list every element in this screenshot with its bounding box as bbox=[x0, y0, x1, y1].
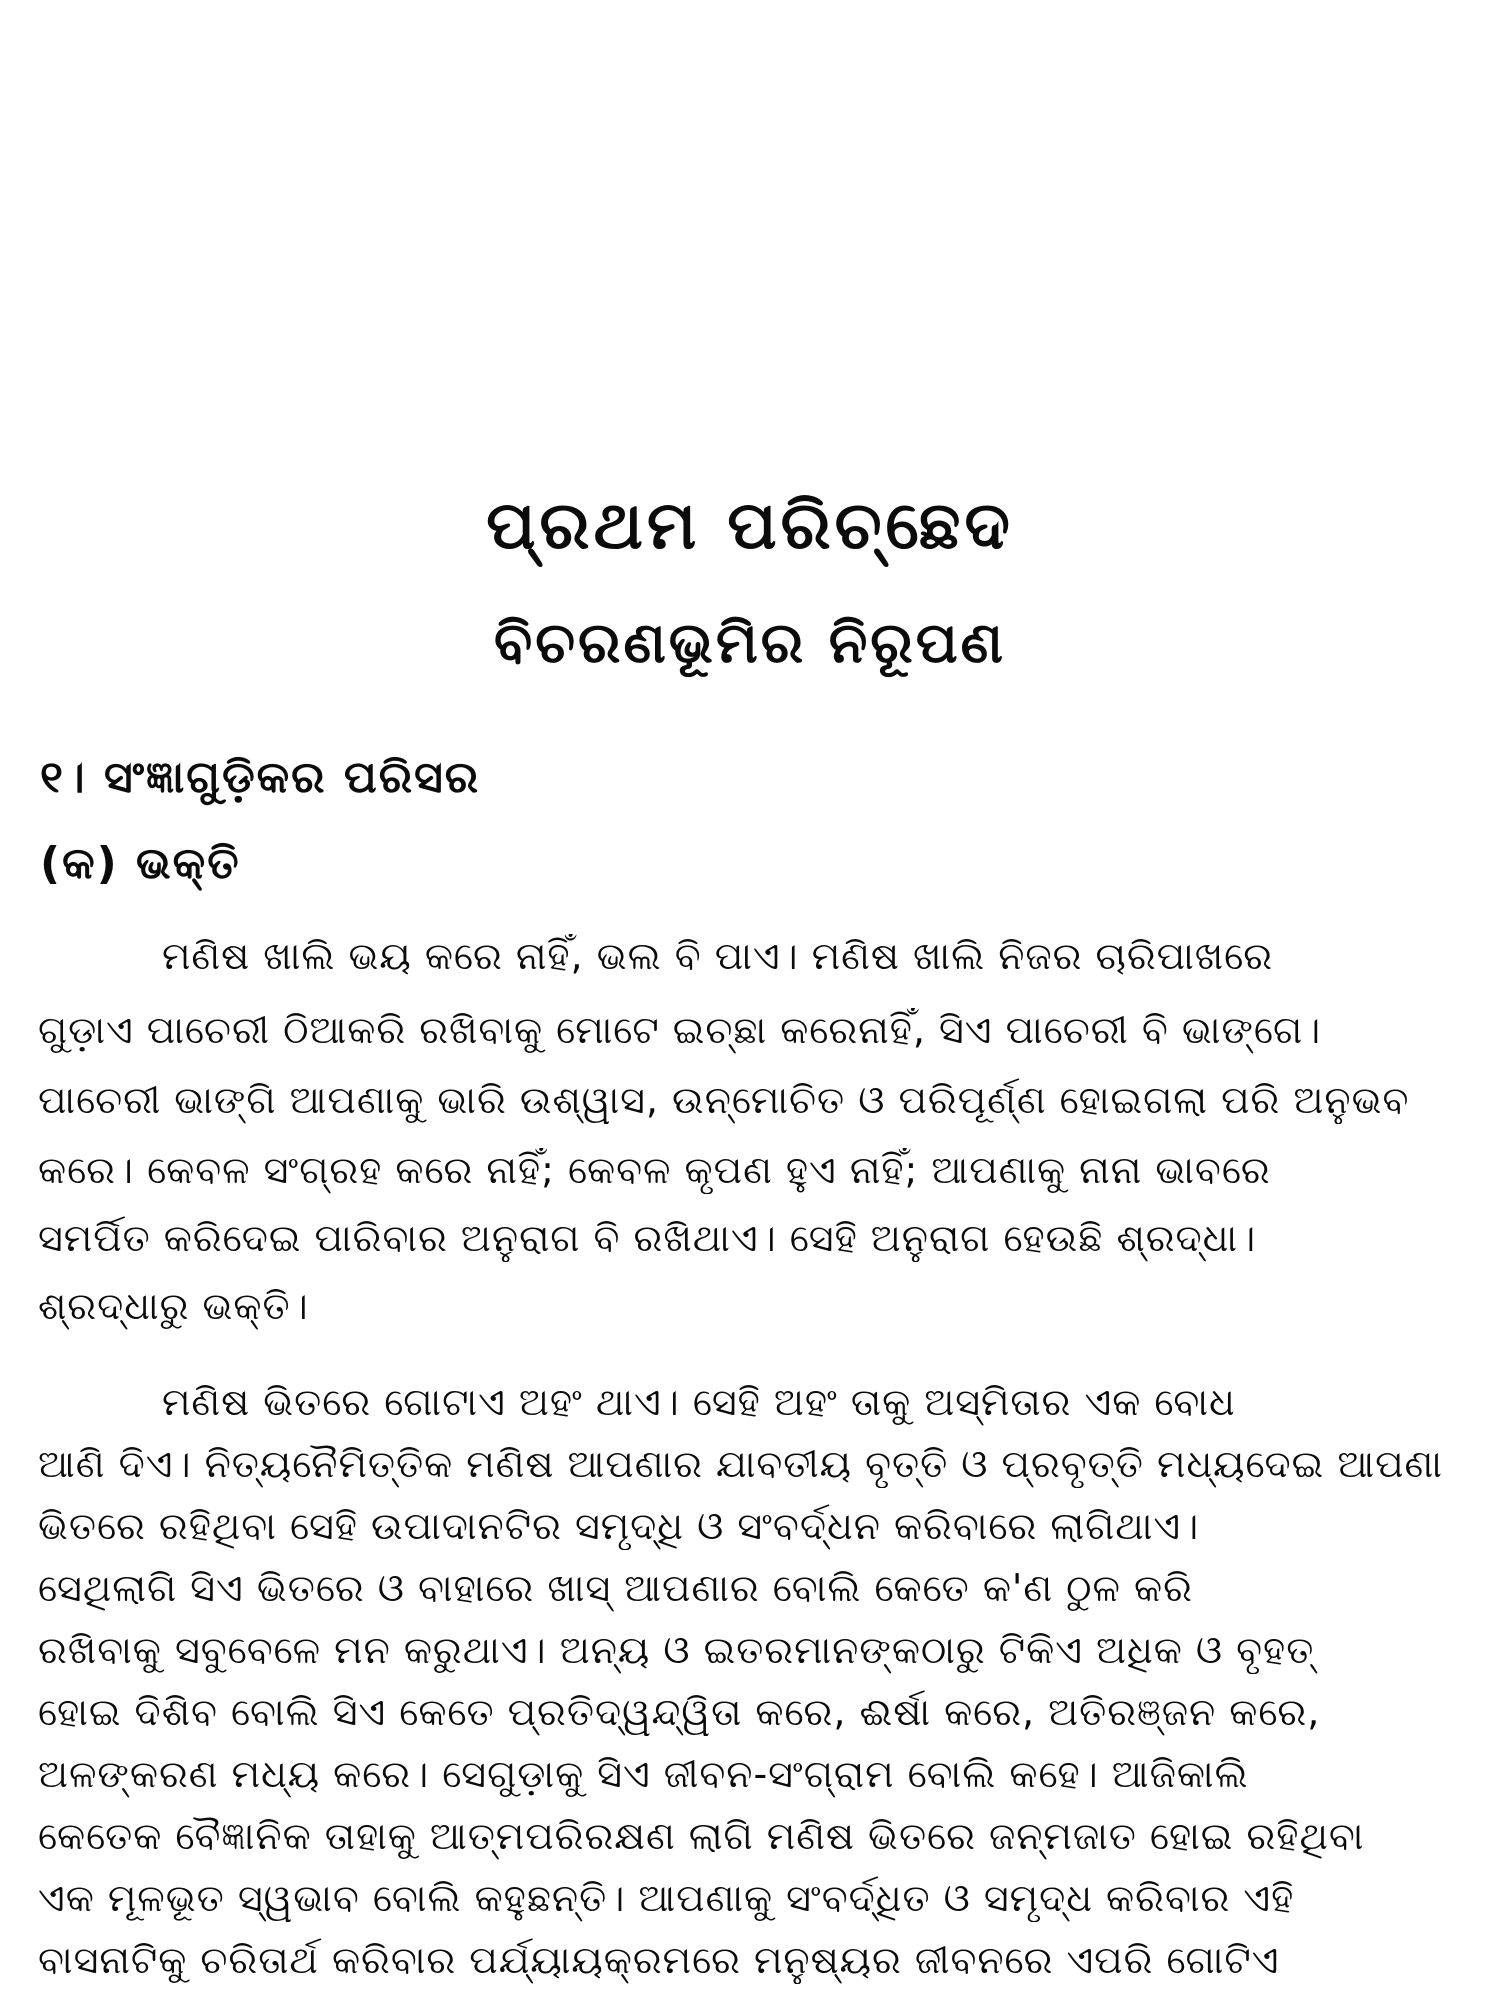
subsection-heading: (କ) ଭକ୍ତି bbox=[40, 838, 241, 889]
section-heading: ୧। ସଂଜ୍ଞାଗୁଡ଼ିକର ପରିସର bbox=[40, 752, 481, 803]
paragraph-2-line-6: ହୋଇ ଦିଶିବ ବୋଲି ସିଏ କେତେ ପ୍ରତିଦ୍ୱନ୍ଦ୍ୱିତା କରେ, ଈର୍ଷା କରେ, ଅତିରଞ୍ଜନ କରେ, bbox=[38, 1690, 1321, 1734]
paragraph-2-line-4: ସେଥିଲାଗି ସିଏ ଭିତରେ ଓ ବାହାରେ ଖାସ୍ ଆପଣାର ବୋଲି କେତେ କ'ଣ ଠୁଳ କରି bbox=[38, 1566, 1193, 1610]
paragraph-1-line-2: ଗୁଡ଼ାଏ ପାଚେରୀ ଠିଆକରି ରଖିବାକୁ ମୋଟେ ଇଚ୍ଛା କରେନାହିଁ, ସିଏ ପାଚେରୀ ବି ଭାଙ୍ଗେ। bbox=[38, 1008, 1322, 1052]
chapter-subtitle: ବିଚରଣଭୂମିର ନିରୂପଣ bbox=[494, 611, 1006, 676]
paragraph-2-line-3: ଭିତରେ ରହିଥିବା ସେହି ଉପାଦାନଟିର ସମୃଦ୍ଧି ଓ ସଂବର୍ଦ୍ଧନ କରିବାରେ ଲାଗିଥାଏ। bbox=[38, 1504, 1200, 1548]
paragraph-2-line-2: ଆଣି ଦିଏ। ନିତ୍ୟନୈମିତ୍ତିକ ମଣିଷ ଆପଣାର ଯାବତୀୟ ବୃତ୍ତି ଓ ପ୍ରବୃତ୍ତି ମଧ୍ୟଦେଇ ଆପଣା bbox=[38, 1442, 1443, 1486]
paragraph-2-line-10: ବାସନାଟିକୁ ଚରିତାର୍ଥ କରିବାର ପର୍ଯ୍ୟାୟକ୍ରମରେ ମନୁଷ୍ୟର ଜୀବନରେ ଏପରି ଗୋଟିଏ bbox=[38, 1938, 1280, 1982]
paragraph-1-line-4: କରେ। କେବଳ ସଂଗ୍ରହ କରେ ନାହିଁ; କେବଳ କୃପଣ ହୁଏ ନାହିଁ; ଆପଣାକୁ ନାନା ଭାବରେ bbox=[38, 1148, 1271, 1192]
paragraph-1-line-6: ଶ୍ରଦ୍ଧାରୁ ଭକ୍ତି। bbox=[38, 1284, 309, 1328]
paragraph-2-line-1: ମଣିଷ ଭିତରେ ଗୋଟାଏ ଅହଂ ଥାଏ। ସେହି ଅହଂ ତାକୁ ଅସ୍ମିତାର ଏକ ବୋଧ bbox=[162, 1380, 1236, 1424]
paragraph-2-line-8: କେତେକ ବୈଜ୍ଞାନିକ ତାହାକୁ ଆତ୍ମପରିରକ୍ଷଣ ଲାଗି ମଣିଷ ଭିତରେ ଜନ୍ମଜାତ ହୋଇ ରହିଥିବା bbox=[38, 1814, 1365, 1858]
paragraph-2-line-5: ରଖିବାକୁ ସବୁବେଳେ ମନ କରୁଥାଏ। ଅନ୍ୟ ଓ ଇତରମାନଙ୍କଠାରୁ ଟିକିଏ ଅଧିକ ଓ ବୃହତ୍ bbox=[38, 1628, 1315, 1672]
chapter-title: ପ୍ରଥମ ପରିଚ୍ଛେଦ bbox=[486, 487, 1014, 564]
paragraph-1-line-3: ପାଚେରୀ ଭାଙ୍ଗି ଆପଣାକୁ ଭାରି ଉଶ୍ୱାସ, ଉନ୍ମୋଚିତ ଓ ପରିପୂର୍ଣ୍ଣ ହୋଇଗଲା ପରି ଅନୁଭବ bbox=[38, 1078, 1410, 1122]
paragraph-1-line-5: ସମର୍ପିତ କରିଦେଇ ପାରିବାର ଅନୁରାଗ ବି ରଖିଥାଏ। ସେହି ଅନୁରାଗ ହେଉଛି ଶ୍ରଦ୍ଧା। bbox=[38, 1216, 1257, 1260]
paragraph-2-line-7: ଅଳଙ୍କରଣ ମଧ୍ୟ କରେ। ସେଗୁଡ଼ାକୁ ସିଏ ଜୀବନ-ସଂଗ୍ରାମ ବୋଲି କହେ। ଆଜିକାଲି bbox=[38, 1752, 1249, 1796]
paragraph-1-line-1: ମଣିଷ ଖାଲି ଭୟ କରେ ନାହିଁ, ଭଲ ବି ପାଏ। ମଣିଷ ଖାଲି ନିଜର ଚାରିପାଖରେ bbox=[162, 934, 1273, 978]
paragraph-2-line-9: ଏକ ମୂଳଭୂତ ସ୍ୱଭାବ ବୋଲି କହୁଛନ୍ତି। ଆପଣାକୁ ସଂବର୍ଦ୍ଧିତ ଓ ସମୃଦ୍ଧ କରିବାର ଏହି bbox=[38, 1876, 1295, 1920]
